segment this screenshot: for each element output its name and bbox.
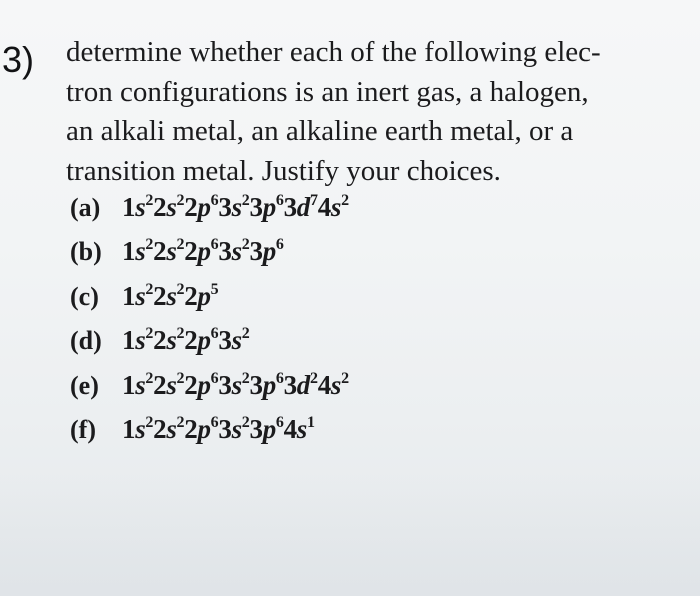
orbital-term: $2p^5$ [184,280,219,311]
orbital-term: $4s^1$ [283,413,315,444]
orbital-term: $2p^6$ [184,325,219,356]
orbital-term: $2s^2$ [153,236,185,267]
orbital-term: $3s^2$ [218,369,250,400]
orbital-term: $2s^2$ [153,280,185,311]
option-b [70,236,349,280]
prompt-line: transition metal. Justify your choices. [66,154,501,187]
orbital-term: $3s^2$ [218,192,250,222]
orbital-term: $1s^2$ [122,413,154,444]
orbital-term: $1s^2$ [122,192,154,222]
prompt-line: tron configurations is an inert gas, a halogen, [66,75,589,108]
orbital-term: $3d^7$ [283,192,318,222]
orbital-term: $4s^2$ [317,369,349,400]
option-label: (a) [70,193,101,222]
orbital-term: $2p^6$ [184,413,219,444]
orbital-term: $1s^2$ [122,369,154,400]
question-number: 3) [2,39,35,80]
orbital-term: $3p^6$ [249,236,284,267]
electron-configuration [122,325,249,356]
orbital-term: $3s^2$ [218,413,250,444]
prompt-line: an alkali metal, an alkaline earth metal, or a [66,115,574,147]
electron-configuration [122,192,349,223]
orbital-term: $3p^6$ [249,192,284,222]
option-f [70,414,349,458]
option-a [70,192,349,236]
option-label: (c) [70,281,99,311]
prompt-line: determine whether each of the following elec- [66,36,601,68]
orbital-term: $2p^6$ [184,236,219,267]
option-c [70,281,349,325]
orbital-term: $2p^6$ [184,192,219,222]
orbital-term: $3s^2$ [218,236,250,267]
option-label: (b) [70,237,102,267]
orbital-term: $2s^2$ [153,369,185,400]
orbital-term: $3p^6$ [249,369,284,400]
option-list [70,192,349,458]
electron-configuration [122,236,284,267]
electron-configuration [122,370,349,401]
electron-configuration [122,281,218,312]
orbital-term: $3p^6$ [249,413,284,444]
option-label: (f) [70,414,96,444]
orbital-term: $2s^2$ [153,192,185,222]
orbital-term: $3d^2$ [283,369,318,400]
option-d [70,325,349,369]
option-label: (e) [70,370,99,400]
orbital-term: $1s^2$ [122,325,154,356]
orbital-term: $2s^2$ [153,325,185,356]
orbital-term: $2p^6$ [184,369,219,400]
question-prompt [66,33,686,191]
orbital-term: $4s^2$ [317,192,349,222]
paper-shadow [0,476,700,596]
orbital-term: $2s^2$ [153,413,185,444]
orbital-term: $1s^2$ [122,236,154,267]
orbital-term: $1s^2$ [122,280,154,311]
electron-configuration [122,414,315,445]
orbital-term: $3s^2$ [218,325,250,356]
option-e [70,370,349,414]
option-label: (d) [70,326,102,356]
